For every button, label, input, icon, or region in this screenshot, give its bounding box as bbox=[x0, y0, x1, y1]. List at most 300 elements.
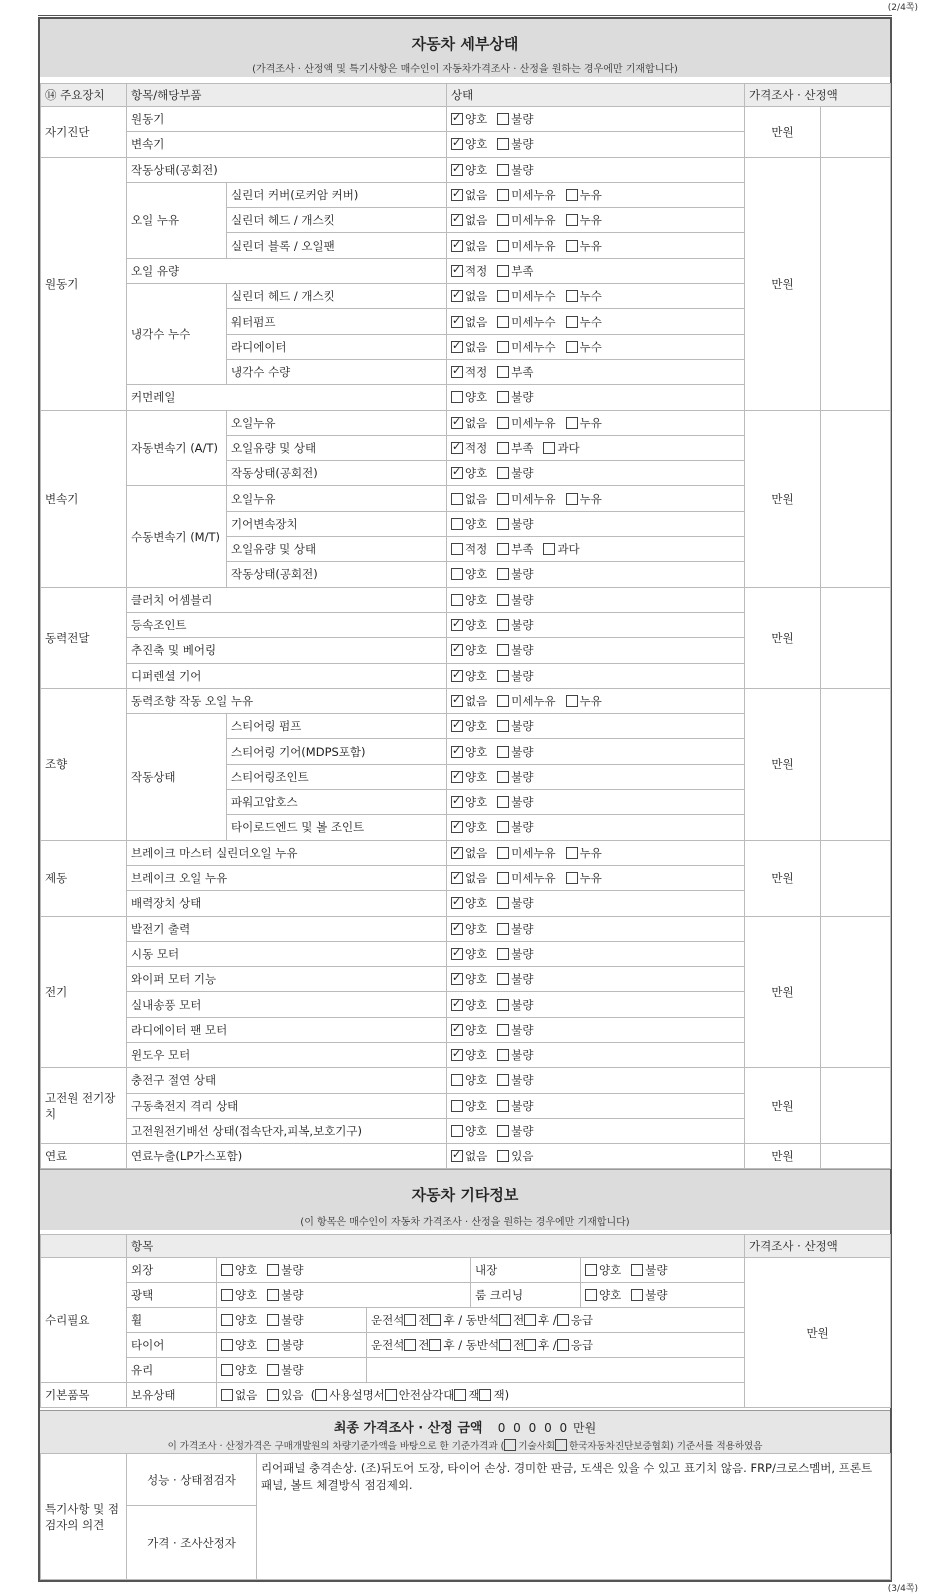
checkbox[interactable] bbox=[497, 1074, 509, 1086]
status-options bbox=[447, 941, 745, 966]
checkbox[interactable] bbox=[451, 1074, 463, 1086]
option-label: 누수 bbox=[579, 314, 602, 329]
exterior-options: 양호 불량 bbox=[217, 1258, 471, 1283]
option-label: 불량 bbox=[511, 997, 534, 1012]
status-options bbox=[447, 562, 745, 587]
detail-title: 자동차 세부상태 bbox=[411, 35, 519, 53]
checkbox[interactable] bbox=[566, 847, 578, 859]
item-label: 오일유량 및 상태 bbox=[227, 435, 447, 460]
item-label: 스티어링조인트 bbox=[227, 764, 447, 789]
detail-body bbox=[41, 107, 891, 1169]
checkbox[interactable] bbox=[497, 189, 509, 201]
detail-row bbox=[41, 410, 891, 435]
option-label: 양호 bbox=[465, 390, 488, 405]
checkbox[interactable] bbox=[497, 341, 509, 353]
checkbox[interactable] bbox=[267, 1264, 279, 1276]
option-label: 없음 bbox=[465, 491, 488, 506]
checkbox[interactable] bbox=[451, 872, 463, 884]
item-label: 고전원전기배선 상태(접속단자,피복,보호기구) bbox=[127, 1118, 447, 1143]
option-label: 불량 bbox=[511, 618, 534, 633]
item-label: 디퍼렌셜 기어 bbox=[127, 663, 447, 688]
option-label: 없음 bbox=[465, 314, 488, 329]
price-unit: 만원 bbox=[745, 1068, 821, 1144]
checkbox[interactable] bbox=[566, 872, 578, 884]
other-price-unit: 만원 bbox=[745, 1258, 891, 1408]
checkbox[interactable] bbox=[385, 1389, 397, 1401]
checkbox[interactable] bbox=[497, 1100, 509, 1112]
checkbox[interactable] bbox=[557, 1314, 569, 1326]
status-options bbox=[447, 461, 745, 486]
checkbox[interactable] bbox=[497, 391, 509, 403]
option-label: 양호 bbox=[465, 516, 488, 531]
checkbox[interactable] bbox=[497, 923, 509, 935]
checkbox[interactable] bbox=[451, 164, 463, 176]
price-unit: 만원 bbox=[745, 157, 821, 410]
checkbox[interactable] bbox=[451, 113, 463, 125]
checkbox[interactable] bbox=[404, 1339, 416, 1351]
checkbox[interactable] bbox=[454, 1389, 466, 1401]
status-options bbox=[447, 1068, 745, 1093]
option-label: 누유 bbox=[579, 238, 602, 253]
checkbox[interactable] bbox=[497, 695, 509, 707]
basic-group: 기본품목 bbox=[41, 1383, 127, 1408]
checkbox[interactable] bbox=[451, 619, 463, 631]
option-label: 없음 bbox=[465, 289, 488, 304]
group-label: 제동 bbox=[41, 840, 127, 916]
checkbox[interactable] bbox=[221, 1339, 233, 1351]
other-title: 자동차 기타정보 bbox=[411, 1186, 519, 1204]
option-label: 양호 bbox=[465, 896, 488, 911]
item-label: 추진축 및 베어링 bbox=[127, 638, 447, 663]
checkbox[interactable] bbox=[497, 999, 509, 1011]
status-options bbox=[447, 435, 745, 460]
option-label: 부족 bbox=[511, 263, 534, 278]
option-label: 불량 bbox=[511, 946, 534, 961]
option-label: 양호 bbox=[465, 719, 488, 734]
checkbox[interactable] bbox=[451, 341, 463, 353]
checkbox[interactable] bbox=[451, 594, 463, 606]
price-unit: 만원 bbox=[745, 587, 821, 688]
status-options bbox=[447, 840, 745, 865]
checkbox[interactable] bbox=[221, 1364, 233, 1376]
checkbox[interactable] bbox=[451, 670, 463, 682]
option-label: 미세누유 bbox=[511, 238, 556, 253]
status-options bbox=[447, 410, 745, 435]
checkbox[interactable] bbox=[451, 290, 463, 302]
option-label: 불량 bbox=[511, 1073, 534, 1088]
group-label: 전기 bbox=[41, 916, 127, 1068]
option-label: 불량 bbox=[511, 567, 534, 582]
checkbox[interactable] bbox=[499, 1339, 511, 1351]
checkbox[interactable] bbox=[451, 644, 463, 656]
price-blank[interactable] bbox=[821, 107, 891, 158]
group-label: 원동기 bbox=[41, 157, 127, 410]
price-unit: 만원 bbox=[745, 916, 821, 1068]
item-label: 오일누유 bbox=[227, 486, 447, 511]
item-label: 변속기 bbox=[127, 132, 447, 157]
checkbox[interactable] bbox=[543, 543, 555, 555]
checkbox[interactable] bbox=[451, 746, 463, 758]
checkbox[interactable] bbox=[267, 1339, 279, 1351]
checkbox[interactable] bbox=[429, 1339, 441, 1351]
detail-row bbox=[41, 688, 891, 713]
option-label: 누유 bbox=[579, 188, 602, 203]
checkbox[interactable] bbox=[497, 442, 509, 454]
checkbox[interactable] bbox=[404, 1314, 416, 1326]
checkbox[interactable] bbox=[221, 1389, 233, 1401]
option-label: 미세누유 bbox=[511, 845, 556, 860]
detail-row bbox=[41, 157, 891, 182]
checkbox[interactable] bbox=[524, 1339, 536, 1351]
checkbox[interactable] bbox=[497, 113, 509, 125]
option-label: 양호 bbox=[465, 618, 488, 633]
checkbox[interactable] bbox=[451, 417, 463, 429]
checkbox[interactable] bbox=[497, 265, 509, 277]
checkbox[interactable] bbox=[585, 1289, 597, 1301]
option-label: 양호 bbox=[465, 592, 488, 607]
checkbox[interactable] bbox=[497, 746, 509, 758]
checkbox[interactable] bbox=[221, 1264, 233, 1276]
option-label: 불량 bbox=[511, 162, 534, 177]
status-options bbox=[447, 865, 745, 890]
checkbox[interactable] bbox=[497, 316, 509, 328]
page-number-bottom: (3/4쪽) bbox=[887, 1584, 918, 1594]
checkbox[interactable] bbox=[267, 1364, 279, 1376]
checkbox[interactable] bbox=[555, 1439, 567, 1451]
checkbox[interactable] bbox=[451, 391, 463, 403]
item-label: 오일유량 및 상태 bbox=[227, 537, 447, 562]
status-options bbox=[447, 790, 745, 815]
status-options bbox=[447, 663, 745, 688]
header-main-device: ⑭ 주요장치 bbox=[41, 84, 127, 107]
item-label: 브레이크 오일 누유 bbox=[127, 865, 447, 890]
other-subtitle: (이 항목은 매수인이 자동차 가격조사 · 산정을 원하는 경우에만 기재합니다) bbox=[300, 1217, 630, 1228]
checkbox[interactable] bbox=[451, 720, 463, 732]
room-cleaning-options: 양호 불량 bbox=[581, 1283, 745, 1308]
checkbox[interactable] bbox=[451, 1100, 463, 1112]
subgroup-label: 수동변속기 (M/T) bbox=[127, 486, 227, 587]
item-label: 스티어링 기어(MDPS포함) bbox=[227, 739, 447, 764]
checkbox[interactable] bbox=[566, 290, 578, 302]
checkbox[interactable] bbox=[267, 1289, 279, 1301]
price-blank[interactable] bbox=[821, 1144, 891, 1169]
checkbox[interactable] bbox=[497, 417, 509, 429]
subgroup-label: 냉각수 누수 bbox=[127, 284, 227, 385]
detail-header-row bbox=[41, 84, 891, 107]
status-options bbox=[447, 1144, 745, 1169]
checkbox[interactable] bbox=[497, 1125, 509, 1137]
option-label: 불량 bbox=[511, 896, 534, 911]
checkbox[interactable] bbox=[497, 138, 509, 150]
checkbox[interactable] bbox=[451, 821, 463, 833]
status-options bbox=[447, 1118, 745, 1143]
checkbox[interactable] bbox=[497, 518, 509, 530]
option-label: 양호 bbox=[465, 112, 488, 127]
price-blank[interactable] bbox=[821, 688, 891, 840]
option-label: 양호 bbox=[465, 643, 488, 658]
checkbox[interactable] bbox=[221, 1314, 233, 1326]
checkbox[interactable] bbox=[451, 467, 463, 479]
checkbox[interactable] bbox=[566, 214, 578, 226]
checkbox[interactable] bbox=[451, 948, 463, 960]
option-label: 없음 bbox=[465, 339, 488, 354]
option-label: 양호 bbox=[465, 668, 488, 683]
performance-inspector-label: 성능 · 상태점검자 bbox=[127, 1454, 257, 1506]
item-label: 동력조향 작동 오일 누유 bbox=[127, 688, 447, 713]
opinion-text: 리어패널 충격손상. (조)뒤도어 도장, 타이어 손상. 경미한 판금, 도색은 있을 수 있고 표기치 않음. FRP/크로스멤버, 프론트 패널, 볼트 체결방식 점검제외. bbox=[257, 1454, 891, 1580]
checkbox[interactable] bbox=[497, 240, 509, 252]
checkbox[interactable] bbox=[497, 164, 509, 176]
checkbox[interactable] bbox=[497, 366, 509, 378]
checkbox[interactable] bbox=[499, 1314, 511, 1326]
option-label: 양호 bbox=[465, 137, 488, 152]
option-label: 불량 bbox=[511, 744, 534, 759]
price-unit: 만원 bbox=[745, 688, 821, 840]
interior-label: 내장 bbox=[471, 1258, 581, 1283]
option-label: 불량 bbox=[511, 1022, 534, 1037]
checkbox[interactable] bbox=[497, 467, 509, 479]
wheel-options: 양호 불량 bbox=[217, 1308, 367, 1333]
checkbox[interactable] bbox=[497, 872, 509, 884]
checkbox[interactable] bbox=[451, 543, 463, 555]
checkbox[interactable] bbox=[585, 1264, 597, 1276]
price-blank[interactable] bbox=[821, 410, 891, 587]
subgroup-label: 오일 누유 bbox=[127, 182, 227, 258]
opinion-row-performance bbox=[41, 1454, 891, 1506]
checkbox[interactable] bbox=[451, 1024, 463, 1036]
checkbox[interactable] bbox=[451, 189, 463, 201]
detail-row bbox=[41, 916, 891, 941]
option-label: 적정 bbox=[465, 263, 488, 278]
item-label: 라디에이터 팬 모터 bbox=[127, 1017, 447, 1042]
form-frame bbox=[38, 17, 892, 1582]
price-unit: 만원 bbox=[745, 410, 821, 587]
checkbox[interactable] bbox=[631, 1289, 643, 1301]
checkbox[interactable] bbox=[451, 493, 463, 505]
checkbox[interactable] bbox=[451, 316, 463, 328]
option-label: 없음 bbox=[465, 238, 488, 253]
other-title-bar bbox=[40, 1169, 890, 1230]
interior-options: 양호 불량 bbox=[581, 1258, 745, 1283]
status-options bbox=[447, 157, 745, 182]
price-unit: 만원 bbox=[745, 107, 821, 158]
option-label: 부족 bbox=[511, 365, 534, 380]
checkbox[interactable] bbox=[451, 1125, 463, 1137]
price-unit: 만원 bbox=[745, 840, 821, 916]
wheel-label: 휠 bbox=[127, 1308, 217, 1333]
option-label: 양호 bbox=[465, 466, 488, 481]
checkbox[interactable] bbox=[566, 240, 578, 252]
checkbox[interactable] bbox=[451, 771, 463, 783]
top-rule bbox=[38, 15, 892, 16]
option-label: 불량 bbox=[511, 516, 534, 531]
option-label: 양호 bbox=[465, 1048, 488, 1063]
option-label: 부족 bbox=[511, 542, 534, 557]
checkbox[interactable] bbox=[497, 568, 509, 580]
checkbox[interactable] bbox=[451, 240, 463, 252]
option-label: 불량 bbox=[511, 1048, 534, 1063]
checkbox[interactable] bbox=[497, 771, 509, 783]
option-label: 불량 bbox=[511, 795, 534, 810]
price-blank[interactable] bbox=[821, 587, 891, 688]
checkbox[interactable] bbox=[451, 897, 463, 909]
item-label: 오일 유량 bbox=[127, 258, 447, 283]
checkbox[interactable] bbox=[451, 847, 463, 859]
checkbox[interactable] bbox=[631, 1264, 643, 1276]
other-header-blank bbox=[41, 1235, 127, 1258]
checkbox[interactable] bbox=[267, 1389, 279, 1401]
price-blank[interactable] bbox=[821, 840, 891, 916]
option-label: 누수 bbox=[579, 339, 602, 354]
checkbox[interactable] bbox=[504, 1439, 516, 1451]
option-label: 없음 bbox=[465, 415, 488, 430]
status-options bbox=[447, 537, 745, 562]
item-label: 워터펌프 bbox=[227, 309, 447, 334]
checkbox[interactable] bbox=[497, 493, 509, 505]
checkbox[interactable] bbox=[497, 796, 509, 808]
checkbox[interactable] bbox=[451, 568, 463, 580]
other-header-row bbox=[41, 1235, 891, 1258]
item-label: 커먼레일 bbox=[127, 385, 447, 410]
option-label: 적정 bbox=[465, 365, 488, 380]
option-label: 미세누수 bbox=[511, 314, 556, 329]
status-options bbox=[447, 739, 745, 764]
option-label: 불량 bbox=[511, 1124, 534, 1139]
option-label: 없음 bbox=[465, 213, 488, 228]
checkbox[interactable] bbox=[497, 897, 509, 909]
checkbox[interactable] bbox=[451, 265, 463, 277]
wheel-position-options: 운전석 전 후 / 동반석 전 후 / 응급 bbox=[367, 1308, 745, 1333]
item-label: 윈도우 모터 bbox=[127, 1042, 447, 1067]
checkbox[interactable] bbox=[566, 695, 578, 707]
final-amount-value: 0 0 0 0 0 bbox=[497, 1421, 570, 1435]
checkbox[interactable] bbox=[566, 493, 578, 505]
item-label: 실린더 커버(로커암 커버) bbox=[227, 182, 447, 207]
option-label: 누유 bbox=[579, 845, 602, 860]
subgroup-label: 자동변속기 (A/T) bbox=[127, 410, 227, 486]
checkbox[interactable] bbox=[267, 1314, 279, 1326]
checkbox[interactable] bbox=[429, 1314, 441, 1326]
other-row-exterior bbox=[41, 1258, 891, 1283]
checkbox[interactable] bbox=[497, 821, 509, 833]
checkbox[interactable] bbox=[566, 341, 578, 353]
option-label: 양호 bbox=[465, 795, 488, 810]
checkbox[interactable] bbox=[451, 999, 463, 1011]
checkbox[interactable] bbox=[497, 594, 509, 606]
checkbox[interactable] bbox=[497, 973, 509, 985]
option-label: 불량 bbox=[511, 972, 534, 987]
final-amount-bar bbox=[40, 1410, 890, 1454]
option-label: 양호 bbox=[465, 997, 488, 1012]
checkbox[interactable] bbox=[566, 189, 578, 201]
subgroup-label: 작동상태 bbox=[127, 714, 227, 840]
detail-row bbox=[41, 1068, 891, 1093]
checkbox[interactable] bbox=[497, 543, 509, 555]
checkbox[interactable] bbox=[497, 720, 509, 732]
item-label: 작동상태(공회전) bbox=[227, 562, 447, 587]
price-unit: 만원 bbox=[745, 1144, 821, 1169]
checkbox[interactable] bbox=[497, 847, 509, 859]
option-label: 양호 bbox=[465, 946, 488, 961]
status-options bbox=[447, 688, 745, 713]
checkbox[interactable] bbox=[543, 442, 555, 454]
option-label: 양호 bbox=[465, 1098, 488, 1113]
checkbox[interactable] bbox=[497, 619, 509, 631]
checkbox[interactable] bbox=[451, 1150, 463, 1162]
checkbox[interactable] bbox=[566, 316, 578, 328]
checkbox[interactable] bbox=[497, 290, 509, 302]
checkbox[interactable] bbox=[497, 644, 509, 656]
checkbox[interactable] bbox=[497, 1150, 509, 1162]
status-options bbox=[447, 587, 745, 612]
checkbox[interactable] bbox=[497, 948, 509, 960]
price-blank[interactable] bbox=[821, 916, 891, 1068]
option-label: 불량 bbox=[511, 921, 534, 936]
opinion-group: 특기사항 및 점검자의 의견 bbox=[41, 1454, 127, 1580]
option-label: 적정 bbox=[465, 542, 488, 557]
item-label: 구동축전지 격리 상태 bbox=[127, 1093, 447, 1118]
checkbox[interactable] bbox=[451, 442, 463, 454]
checkbox[interactable] bbox=[451, 923, 463, 935]
item-label: 발전기 출력 bbox=[127, 916, 447, 941]
glass-label: 유리 bbox=[127, 1358, 217, 1383]
checkbox[interactable] bbox=[451, 214, 463, 226]
checkbox[interactable] bbox=[524, 1314, 536, 1326]
checkbox[interactable] bbox=[451, 518, 463, 530]
group-label: 변속기 bbox=[41, 410, 127, 587]
status-options bbox=[447, 1042, 745, 1067]
checkbox[interactable] bbox=[497, 1049, 509, 1061]
option-label: 불량 bbox=[511, 668, 534, 683]
status-options bbox=[447, 359, 745, 384]
price-blank[interactable] bbox=[821, 157, 891, 410]
item-label: 실내송풍 모터 bbox=[127, 992, 447, 1017]
checkbox[interactable] bbox=[451, 366, 463, 378]
item-label: 파워고압호스 bbox=[227, 790, 447, 815]
checkbox[interactable] bbox=[221, 1289, 233, 1301]
checkbox[interactable] bbox=[557, 1339, 569, 1351]
status-options bbox=[447, 1093, 745, 1118]
checkbox[interactable] bbox=[497, 214, 509, 226]
detail-table bbox=[40, 83, 891, 1169]
option-label: 불량 bbox=[511, 820, 534, 835]
item-label: 충전구 절연 상태 bbox=[127, 1068, 447, 1093]
checkbox[interactable] bbox=[451, 695, 463, 707]
price-blank[interactable] bbox=[821, 1068, 891, 1144]
option-label: 미세누유 bbox=[511, 415, 556, 430]
status-options bbox=[447, 182, 745, 207]
checkbox[interactable] bbox=[451, 1049, 463, 1061]
status-options bbox=[447, 233, 745, 258]
other-header-item: 항목 bbox=[127, 1235, 745, 1258]
option-label: 양호 bbox=[465, 744, 488, 759]
checkbox[interactable] bbox=[566, 417, 578, 429]
checkbox[interactable] bbox=[315, 1389, 327, 1401]
checkbox[interactable] bbox=[451, 973, 463, 985]
item-label: 냉각수 수량 bbox=[227, 359, 447, 384]
checkbox[interactable] bbox=[497, 670, 509, 682]
status-options bbox=[447, 309, 745, 334]
option-label: 불량 bbox=[511, 137, 534, 152]
status-options bbox=[447, 612, 745, 637]
option-label: 양호 bbox=[465, 972, 488, 987]
repair-group: 수리필요 bbox=[41, 1258, 127, 1383]
status-options bbox=[447, 334, 745, 359]
checkbox[interactable] bbox=[451, 138, 463, 150]
checkbox[interactable] bbox=[479, 1389, 491, 1401]
checkbox[interactable] bbox=[497, 1024, 509, 1036]
checkbox[interactable] bbox=[451, 796, 463, 808]
